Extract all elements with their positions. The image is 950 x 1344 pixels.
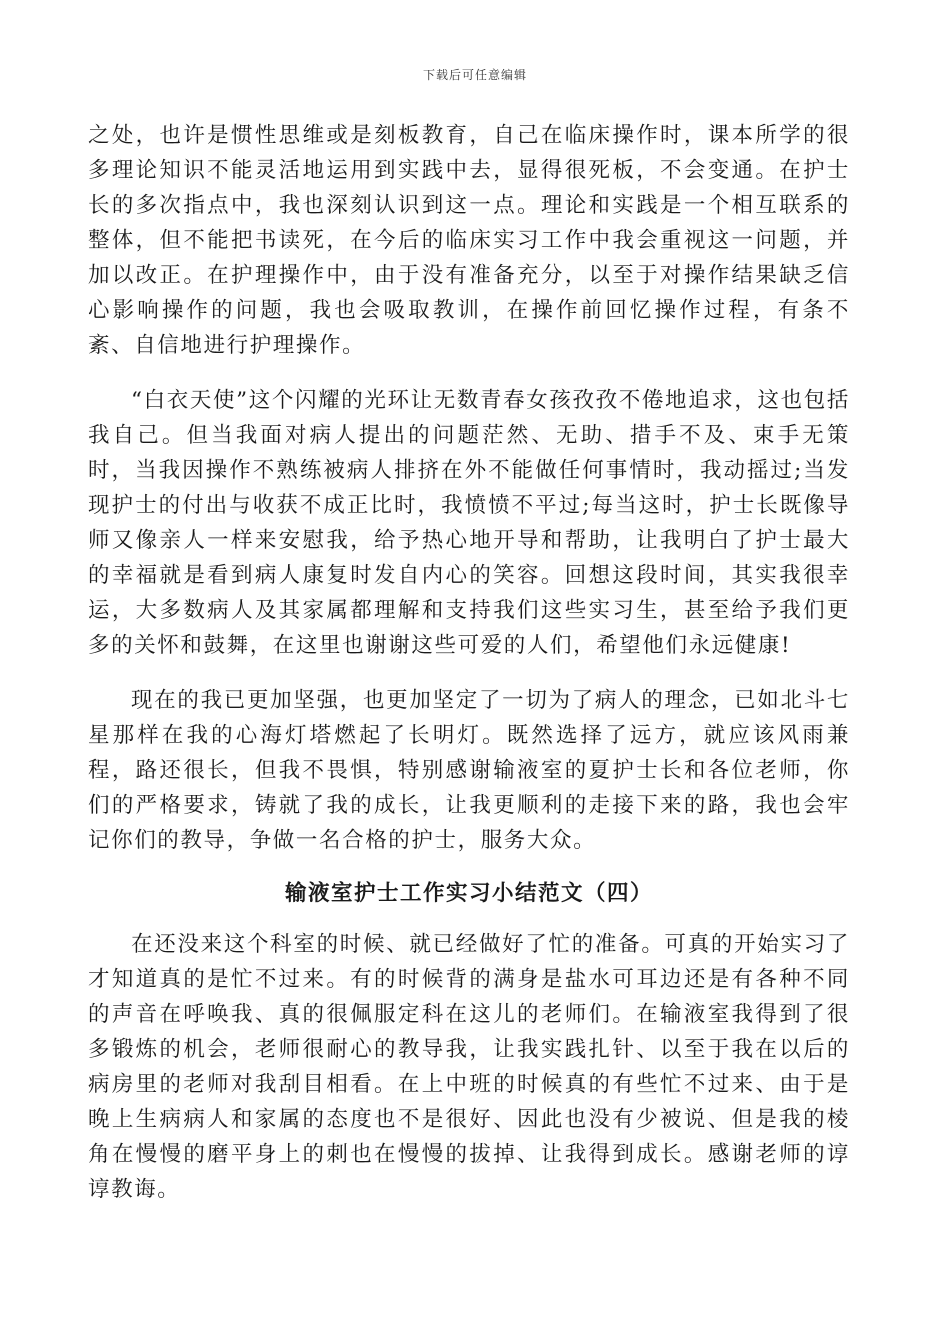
document-body xyxy=(88,118,850,1207)
paragraph-infusion-room: 在还没来这个科室的时候、就已经做好了忙的准备。可真的开始实习了才知道真的是忙不过来。有的时候背的满身是盐水可耳边还是有各种不同的声音在呼唤我、真的很佩服定科在这儿的老师们。在输液室我得到了很多锻炼的机会，老师很耐心的教导我，让我实践扎针、以至于我在以后的病房里的老师对我刮目相看。在上中班的时候真的有些忙不过来、由于是晚上生病病人和家属的态度也不是很好、因此也没有少被说、但是我的棱角在慢慢的磨平身上的刺也在慢慢的拔掉、让我得到成长。感谢老师的谆谆教诲。 xyxy=(88,932,850,1202)
section-title: 输液室护士工作实习小结范文（四） xyxy=(284,881,653,906)
paragraph-stronger-now: 现在的我已更加坚强，也更加坚定了一切为了病人的理念，已如北斗七星那样在我的心海灯塔燃起了长明灯。既然选择了远方，就应该风雨兼程，路还很长，但我不畏惧，特别感谢输液室的夏护士长和各位老师，你们的严格要求，铸就了我的成长，让我更顺利的走接下来的路，我也会牢记你们的教导，争做一名合格的护士，服务大众。 xyxy=(88,688,850,853)
paragraph-white-angel: “白衣天使”这个闪耀的光环让无数青春女孩孜孜不倦地追求，这也包括我自己。但当我面对病人提出的问题茫然、无助、措手不及、束手无策时，当我因操作不熟练被病人排挤在外不能做任何事情时，我动摇过;当发现护士的付出与收获不成正比时，我愤愤不平过;每当这时，护士长既像导师又像亲人一样来安慰我，给予热心地开导和帮助，让我明白了护士最大的幸福就是看到病人康复时发自内心的笑容。回想这段时间，其实我很幸运，大多数病人及其家属都理解和支持我们这些实习生，甚至给予我们更多的关怀和鼓舞，在这里也谢谢这些可爱的人们，希望他们永远健康! xyxy=(88,388,850,658)
paragraph-continuation: 之处，也许是惯性思维或是刻板教育，自己在临床操作时，课本所学的很多理论知识不能灵活地运用到实践中去，显得很死板，不会变通。在护士长的多次指点中，我也深刻认识到这一点。理论和实践是一个相互联系的整体，但不能把书读死，在今后的临床实习工作中我会重视这一问题，并加以改正。在护理操作中，由于没有准备充分，以至于对操作结果缺乏信心影响操作的问题，我也会吸取教训，在操作前回忆操作过程，有条不紊、自信地进行护理操作。 xyxy=(88,123,850,358)
page-header: 下载后可任意编辑 xyxy=(422,68,527,82)
